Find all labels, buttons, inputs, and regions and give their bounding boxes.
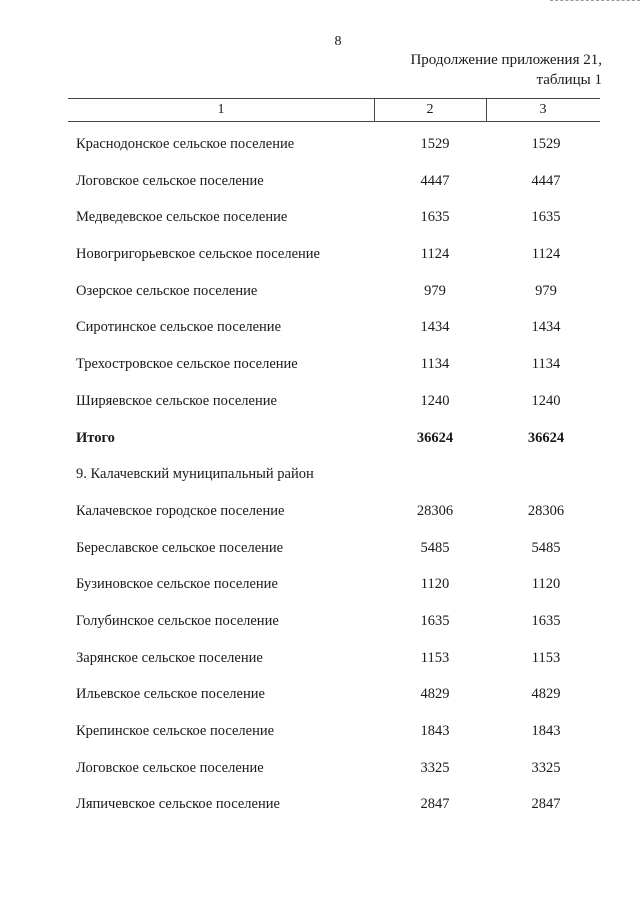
row-name: Медведевское сельское поселение	[76, 209, 288, 226]
row-value-col-3: 1529	[531, 136, 561, 152]
corner-scan-mark	[550, 0, 640, 15]
row-value-col-3: 4447	[531, 172, 561, 189]
table-row	[0, 568, 640, 605]
row-name: Логовское сельское поселение	[76, 759, 264, 776]
section-heading-row	[0, 458, 640, 495]
row-name: Ляпичевское сельское поселение	[76, 796, 280, 813]
table-row	[0, 348, 640, 385]
row-value-col-3: 1240	[531, 392, 561, 409]
table-body	[0, 128, 640, 825]
row-value-col-2: 1134	[420, 356, 450, 373]
table-row	[0, 275, 640, 312]
continuation-caption	[410, 50, 602, 90]
row-value-col-3: 979	[535, 282, 557, 299]
total-value-col-2: 36624	[416, 429, 454, 446]
row-value-col-3: 1120	[531, 576, 561, 593]
row-value-col-3: 1124	[531, 246, 561, 263]
row-name: Береславское сельское поселение	[76, 539, 284, 556]
total-value-col-3: 36624	[527, 429, 565, 446]
row-value-col-2: 979	[424, 282, 446, 299]
row-value-col-3: 1843	[531, 723, 561, 739]
table-row	[0, 128, 640, 165]
row-value-col-3: 28306	[527, 502, 565, 519]
row-value-col-2: 1240	[420, 392, 450, 409]
table-row	[0, 201, 640, 238]
row-value-col-2: 1124	[420, 246, 450, 263]
header-col-2: 2	[374, 99, 487, 121]
page-number: 8	[334, 34, 342, 49]
row-value-col-2: 1635	[420, 612, 450, 629]
row-name: Ильевское сельское поселение	[76, 686, 265, 703]
row-value-col-3: 3325	[531, 759, 561, 776]
row-value-col-3: 1635	[531, 209, 561, 226]
table-row	[0, 311, 640, 348]
row-value-col-3: 1134	[531, 356, 561, 373]
row-value-col-2: 1434	[420, 319, 450, 336]
table-row	[0, 532, 640, 569]
section-heading: 9. Калачевский муниципальный район	[76, 466, 314, 483]
table-row	[0, 605, 640, 642]
table-header	[68, 98, 600, 122]
row-value-col-3: 5485	[531, 539, 561, 556]
row-value-col-2: 1635	[420, 209, 450, 226]
row-value-col-2: 2847	[420, 796, 450, 813]
row-value-col-2: 4447	[420, 172, 450, 189]
total-label: Итого	[76, 429, 115, 446]
row-name: Ширяевское сельское поселение	[76, 392, 277, 409]
table-row	[0, 385, 640, 422]
table-row	[0, 678, 640, 715]
table-row	[0, 752, 640, 789]
row-value-col-3: 1635	[531, 612, 561, 629]
table-row	[0, 495, 640, 532]
row-name: Логовское сельское поселение	[76, 172, 264, 189]
header-col-3: 3	[539, 102, 547, 117]
table-row	[0, 165, 640, 202]
continuation-line-1: Продолжение приложения 21,	[410, 52, 602, 68]
row-value-col-2: 1120	[420, 576, 450, 593]
row-name: Калачевское городское поселение	[76, 502, 285, 519]
row-value-col-3: 2847	[531, 796, 561, 813]
row-name: Голубинское сельское поселение	[76, 612, 279, 629]
header-col-1: 1	[68, 99, 375, 121]
row-value-col-2: 28306	[416, 502, 454, 519]
row-value-col-2: 3325	[420, 759, 450, 776]
row-name: Краснодонское сельское поселение	[76, 136, 295, 152]
row-name: Бузиновское сельское поселение	[76, 576, 278, 593]
table-row	[0, 788, 640, 825]
row-name: Зарянское сельское поселение	[76, 649, 263, 666]
row-value-col-2: 1843	[420, 723, 450, 739]
row-name: Крепинское сельское поселение	[76, 723, 275, 739]
row-value-col-3: 1434	[531, 319, 561, 336]
row-value-col-3: 1153	[531, 649, 561, 666]
row-name: Озерское сельское поселение	[76, 282, 258, 299]
table-row	[0, 238, 640, 275]
row-value-col-2: 1153	[420, 649, 450, 666]
row-name: Новогригорьевское сельское поселение	[76, 246, 320, 263]
row-value-col-2: 1529	[420, 136, 450, 152]
row-name: Сиротинское сельское поселение	[76, 319, 282, 336]
table-row	[0, 715, 640, 752]
row-value-col-2: 5485	[420, 539, 450, 556]
row-value-col-2: 4829	[420, 686, 450, 703]
continuation-line-2: таблицы 1	[536, 72, 602, 88]
row-name: Трехостровское сельское поселение	[76, 356, 298, 373]
table-row	[0, 642, 640, 679]
total-row	[0, 422, 640, 459]
row-value-col-3: 4829	[531, 686, 561, 703]
